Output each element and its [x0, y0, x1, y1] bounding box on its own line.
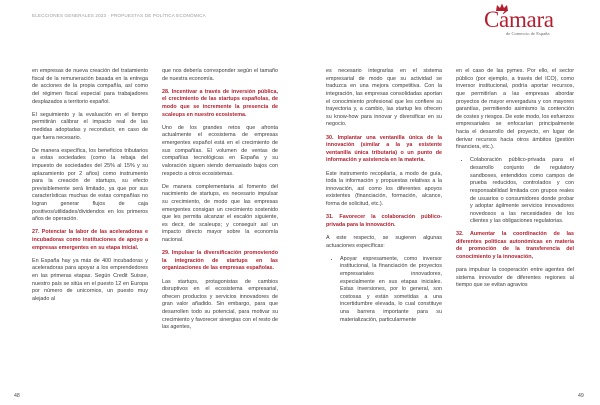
paragraph: De manera complementaria al fomento del nacimiento de startups, es necesario impulsar su crecimiento, de modo que las empresas emergentes consigan un crecimiento sostenido que les permita alcanzar el escalón siguiente, es decir, de scaleups; y conseguir así un impacto directo mayor sobre la economía nacional. — [162, 183, 278, 243]
paragraph: es necesario integrarlas en el sistema empresarial de modo que su actividad se traduzca en una mejora competitiva. Con la integración, las empresas consolidadas aportan el conocimiento profesional que les confiere su trayectoria y, a cambio, las startup les ofrecen su know-how para innovar y diversificar en su negocio. — [326, 68, 442, 128]
proposal-heading-32: 32. Aumentar la coordinación de las diferentes políticas autonómicas en materia de promoción de la transferencia del conocimiento y la innovación, — [456, 231, 574, 260]
proposal-heading-27: 27. Potenciar la labor de las aceleradoras e incubadoras como instituciones de apoyo a empresas emergentes en su etapa inicial. — [32, 229, 148, 251]
page-number-right: 49 — [578, 393, 584, 399]
bullet-list — [326, 256, 442, 325]
paragraph: que nos debería corresponder según el tamaño de nuestra economía. — [162, 68, 278, 82]
paragraph: Uno de los grandes retos que afronta actualmente el ecosistema de empresas emergentes español está en el crecimiento de sus compañías. El volumen de ventas de compañías tecnológicas en España y su valoración siguen siendo demasiado bajos con respecto a otros ecosistemas. — [162, 124, 278, 177]
paragraph: Este instrumento recopilaría, a modo de guía, toda la información y propuestas relativas a la innovación, así como los diferentes apoyos existentes (financiación, formación, alcance, forma de solicitud, etc.). — [326, 170, 442, 207]
paragraph: El seguimiento y la evaluación en el tiempo permitirán calibrar el impacto real de las medidas adoptadas y reconducir, en caso de que fuera necesario. — [32, 111, 148, 141]
paragraph: De manera específica, los beneficios tributarios a estas sociedades (como la rebaja del impuesto de sociedades del 25% al 15% y su aplazamiento por 2 años) como instrumento para la creación de startups, su efecto previsiblemente será limitado, ya que por sus características muchas de estas compañías no logran generar flujos de caja positivos/utilidades/dividendos en los primeros años de operación. — [32, 147, 148, 223]
paragraph: Las startups, protagonistas de cambios disruptivos en el ecosistema empresarial, ofrecen productos y servicios innovadores de gran valor añadido. Sin embargo, para que desarrollen todo su potencial, para motivar su crecimiento y favorecer sinergias con el resto de las agentes, — [162, 278, 278, 331]
paragraph: para impulsar la cooperación entre agentes del sistema innovador de diferentes regiones al tiempo que se evitan agravios — [456, 267, 574, 289]
column-1 — [32, 68, 148, 309]
logo-wordmark: Cámara — [484, 7, 554, 32]
column-2 — [162, 68, 278, 337]
paragraph: A este respecto, se sugieren algunas actuaciones específicas: — [326, 234, 442, 249]
bullet-item: • Apoyar expresamente, como inversor institucional, la financiación de proyectos empresariales innovadores, especialmente en sus etapas iniciales. Estas inversiones, por lo general, son costosas y están sometidas a una incertidumbre elevada, lo cual constituye una barrera importante para su materialización, particularmente — [340, 256, 442, 325]
paragraph: En España hay ya más de 400 incubadoras y aceleradoras para apoyar a los emprendedores en las primeras etapas. Según Credit Suisse, nuestro país se sitúa en el puesto 12 en Europa por número de unicornios, un puesto muy alejado al — [32, 257, 148, 302]
paragraph: en el caso de las pymes. Por ello, el sector público (por ejemplo, a través del ICO), como inversor institucional, podría aportar recursos, que permitirían a las empresas abordar proyectos de mayor envergadura y con mayores garantías, permitiendo asimismo la contención de costes y riesgos. De este modo, los esfuerzos empresariales se enfocarían principalmente hacia el desarrollo del proyecto, en lugar de derivar recursos hacia otros ámbitos (gestión financiera, etc.). — [456, 68, 574, 151]
proposal-heading-31: 31. Favorecer la colaboración público-privada para la innovación. — [326, 214, 442, 228]
proposal-heading-29: 29. Impulsar la diversificación promoviendo la integración de startups en las organizaciones de las empresas españolas. — [162, 250, 278, 272]
proposal-heading-28: 28. Incentivar a través de inversión pública, el crecimiento de las startups españolas, de modo que se incremente la presencia de scaleups en nuestro ecosistema. — [162, 88, 278, 118]
camara-logo — [482, 8, 582, 40]
bullet-list — [456, 157, 574, 226]
column-3 — [326, 68, 442, 329]
bullet-item: • Colaboración público-privada para el desarrollo conjunto de regulatory sandboxes, entendidos como campos de prueba reducidos, controlados y con responsabilidad limitada con grupos reales de usuarios o consumidores donde probar y adoptar ágilmente servicios innovadores novedosos a las necesidades de los clientes y las obligaciones regulatorias. — [470, 157, 574, 226]
proposal-heading-30: 30. Implantar una ventanilla única de la innovación (similar a la ya existente ventanilla única tributaria) o un punto de información y asistencia en la materia. — [326, 134, 442, 164]
paragraph: en empresas de nueva creación del tratamiento fiscal de la remuneración basada en la entrega de acciones de la propia compañía, así como del régimen fiscal especial para trabajadores desplazados a territorio español. — [32, 68, 148, 105]
column-4 — [456, 68, 574, 295]
header-title: ELECCIONES GENERALES 2023 · PROPUESTAS DE POLÍTICA ECONÓMICA — [32, 13, 206, 18]
logo-subtitle: de Comercio de España — [506, 31, 550, 36]
page-number-left: 48 — [14, 393, 20, 399]
